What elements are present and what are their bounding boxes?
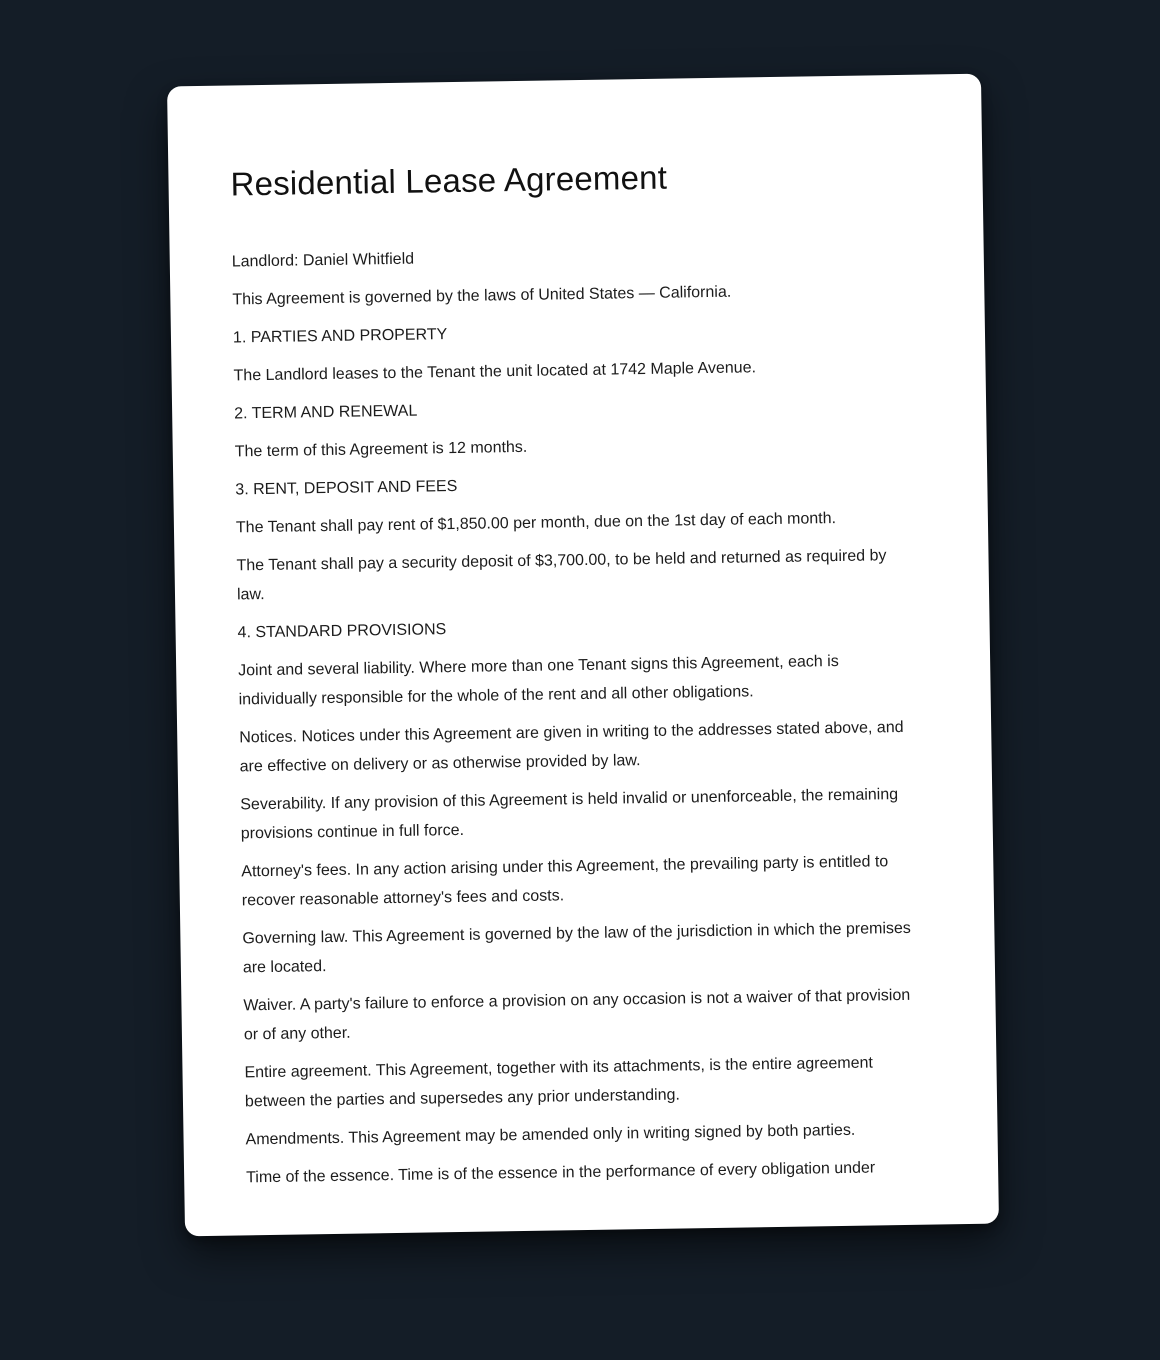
landlord-line: Landlord: Daniel Whitfield	[231, 250, 415, 271]
governing-intro: This Agreement is governed by the laws of United States — California.	[232, 283, 732, 309]
section-paragraph: Amendments. This Agreement may be amended only in writing signed by both parties.	[245, 1121, 856, 1149]
section-paragraph: Severability. If any provision of this Agreement is held invalid or unenforceable, the remaining provisions continue in full force.	[240, 786, 899, 843]
section-paragraph: The Tenant shall pay a security deposit of $3,700.00, to be held and returned as required by law.	[236, 547, 887, 604]
section-heading: 4. STANDARD PROVISIONS	[237, 621, 447, 642]
section-heading: 3. RENT, DEPOSIT AND FEES	[235, 477, 458, 499]
section-heading: 2. TERM AND RENEWAL	[234, 402, 418, 423]
section-heading: 1. PARTIES AND PROPERTY	[232, 326, 448, 347]
section-paragraph: Notices. Notices under this Agreement are given in writing to the addresses stated above, and are effective on delivery or as otherwise provided by law.	[239, 718, 904, 776]
section-paragraph: Governing law. This Agreement is governed by the law of the jurisdiction in which the premises are located.	[242, 919, 911, 977]
section-paragraph: Entire agreement. This Agreement, together with its attachments, is the entire agreement between the parties and supersedes any prior understanding.	[244, 1054, 874, 1111]
section-paragraph: Waiver. A party's failure to enforce a provision on any occasion is not a waiver of that provision or of any other.	[243, 986, 911, 1044]
document-page	[167, 74, 999, 1237]
section-paragraph: Joint and several liability. Where more than one Tenant signs this Agreement, each is individually responsible for the whole of the rent and all other obligations.	[238, 652, 839, 709]
section-paragraph: Time of the essence. Time is of the essence in the performance of every obligation under	[246, 1159, 876, 1187]
section-paragraph: The Tenant shall pay rent of $1,850.00 per month, due on the 1st day of each month.	[235, 510, 837, 537]
document-title: Residential Lease Agreement	[230, 158, 668, 203]
section-paragraph: Attorney's fees. In any action arising under this Agreement, the prevailing party is entitled to recover reasonable attorney's fees and costs.	[241, 853, 889, 910]
section-paragraph: The term of this Agreement is 12 months.	[234, 438, 528, 461]
section-paragraph: The Landlord leases to the Tenant the unit located at 1742 Maple Avenue.	[233, 359, 757, 385]
